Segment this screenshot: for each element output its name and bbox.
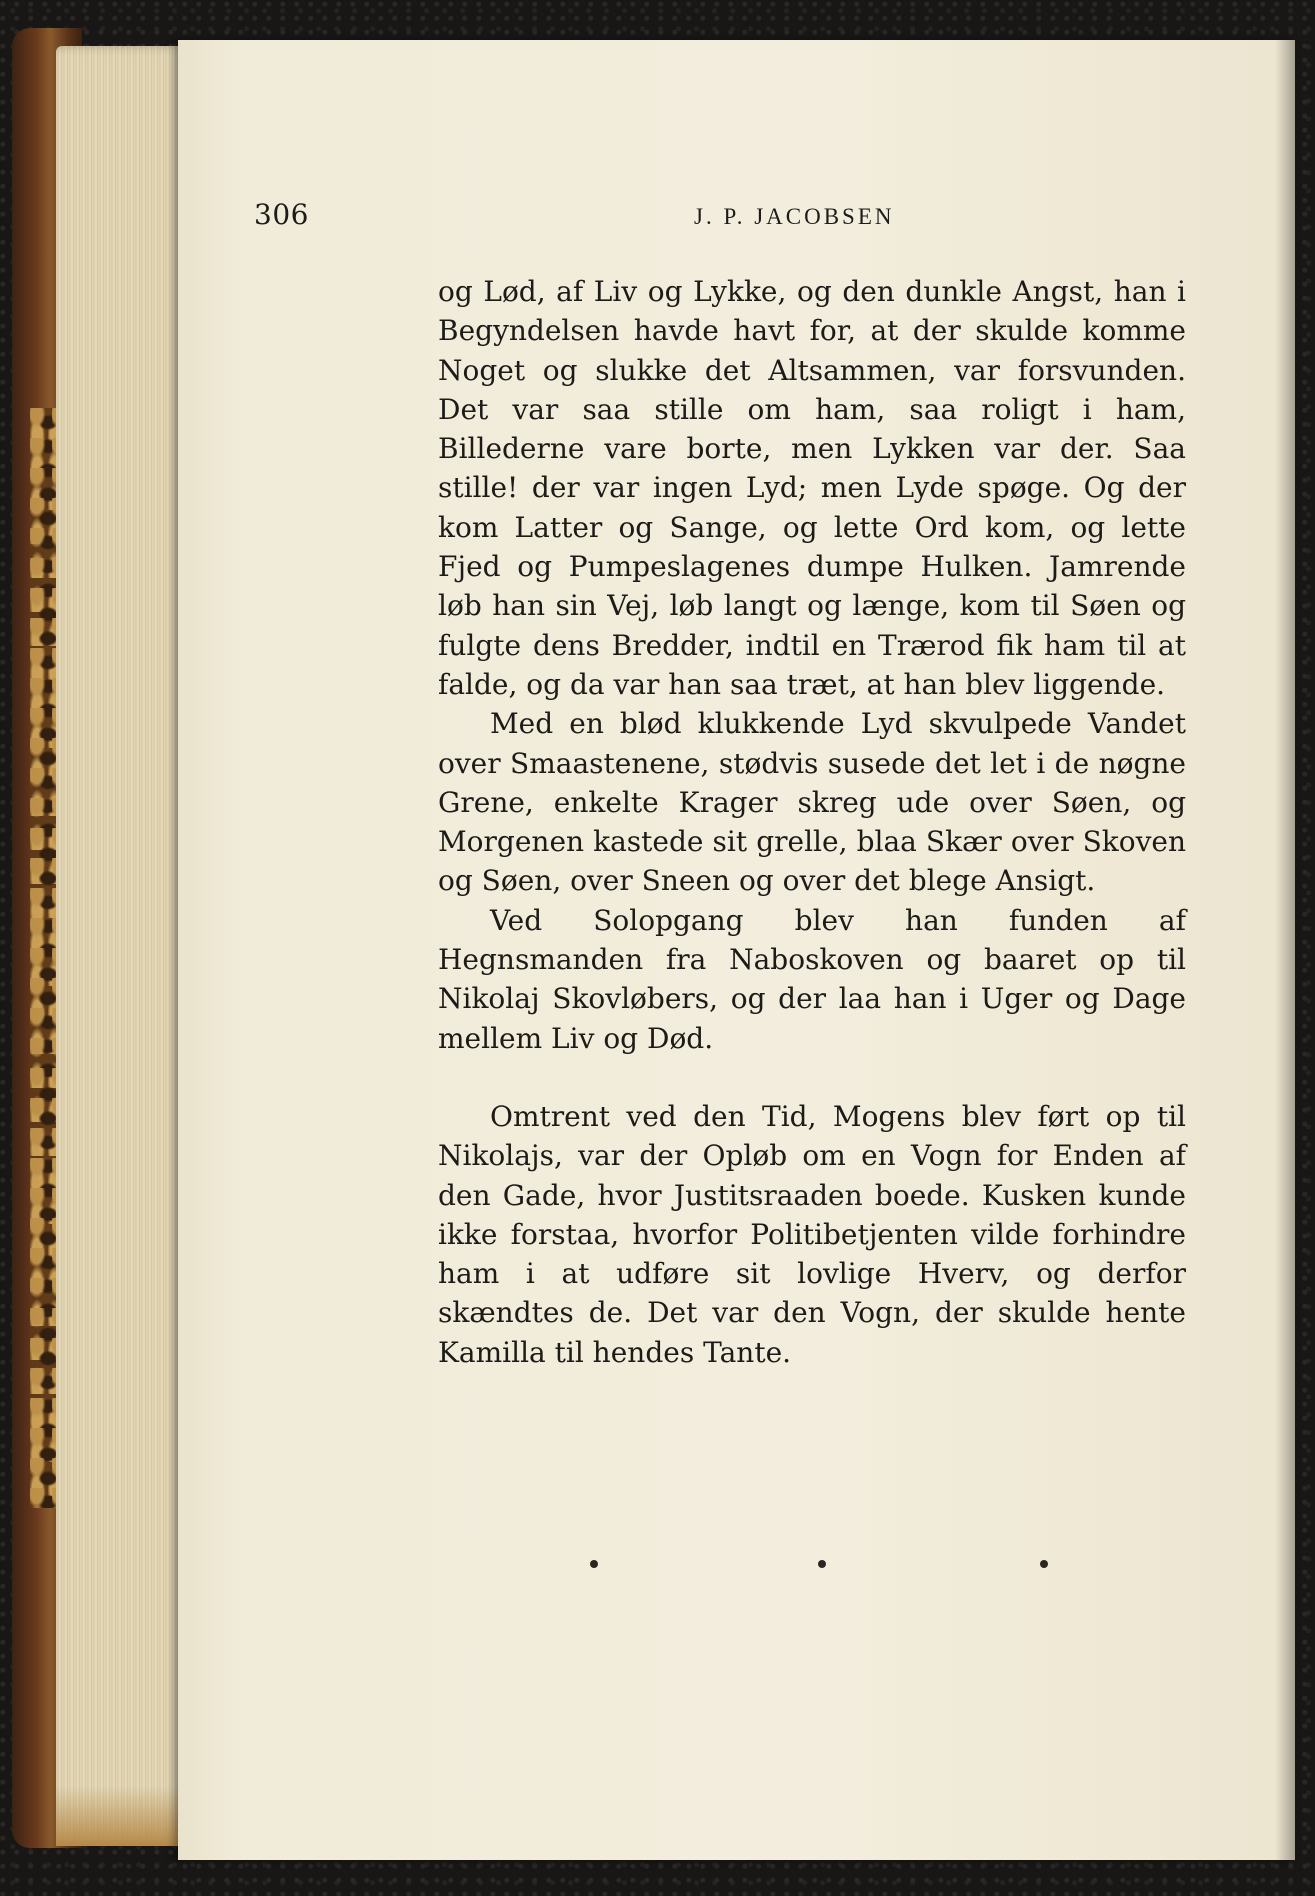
paragraph-gap bbox=[438, 1058, 1186, 1097]
body-text bbox=[438, 272, 1186, 1372]
page-edges bbox=[56, 46, 186, 1846]
page-number: 306 bbox=[254, 198, 309, 231]
section-break-dot bbox=[1040, 1560, 1048, 1568]
section-break-dot bbox=[818, 1560, 826, 1568]
running-head bbox=[254, 198, 1014, 238]
paragraph-2: Med en blød klukkende Lyd skvulpede Vandet over Smaastenene, stødvis susede det let i de nøgne Grene, enkelte Krager skreg ude over Søen, og Morgenen kastede sit grelle, blaa Skær over Skoven og Søen, over Sneen og over det blege Ansigt. bbox=[438, 707, 1186, 898]
section-break-dot bbox=[590, 1560, 598, 1568]
paragraph-3: Ved Solopgang blev han funden af Hegnsmanden fra Naboskoven og baaret op til Nikolaj Skovløbers, og der laa han i Uger og Dage mellem Liv og Død. bbox=[438, 903, 1186, 1055]
running-head-author: J. P. JACOBSEN bbox=[694, 204, 895, 229]
paragraph-1: og Lød, af Liv og Lykke, og den dunkle Angst, han i Begyndelsen havde havt for, at der skulde komme Noget og slukke det Altsammen, var forsvunden. Det var saa stille om ham, saa roligt i ham, Billederne vare borte, men Lykken var der. Saa stille! der var ingen Lyd; men Lyde spøge. Og der kom Latter og Sange, og lette Ord kom, og lette Fjed og Pumpeslagenes dumpe Hulken. Jamrende løb han sin Vej, løb langt og længe, kom til Søen og fulgte dens Bredder, indtil en Trærod fik ham til at falde, og da var han saa træt, at han blev liggende. bbox=[438, 275, 1186, 701]
paragraph-4: Omtrent ved den Tid, Mogens blev ført op til Nikolajs, var der Opløb om en Vogn for Enden af den Gade, hvor Justitsraaden boede. Kusken kunde ikke forstaa, hvorfor Politibetjenten vilde forhindre ham i at udføre sit lovlige Hverv, og derfor skændtes de. Det var den Vogn, der skulde hente Kamilla til hendes Tante. bbox=[438, 1099, 1186, 1369]
